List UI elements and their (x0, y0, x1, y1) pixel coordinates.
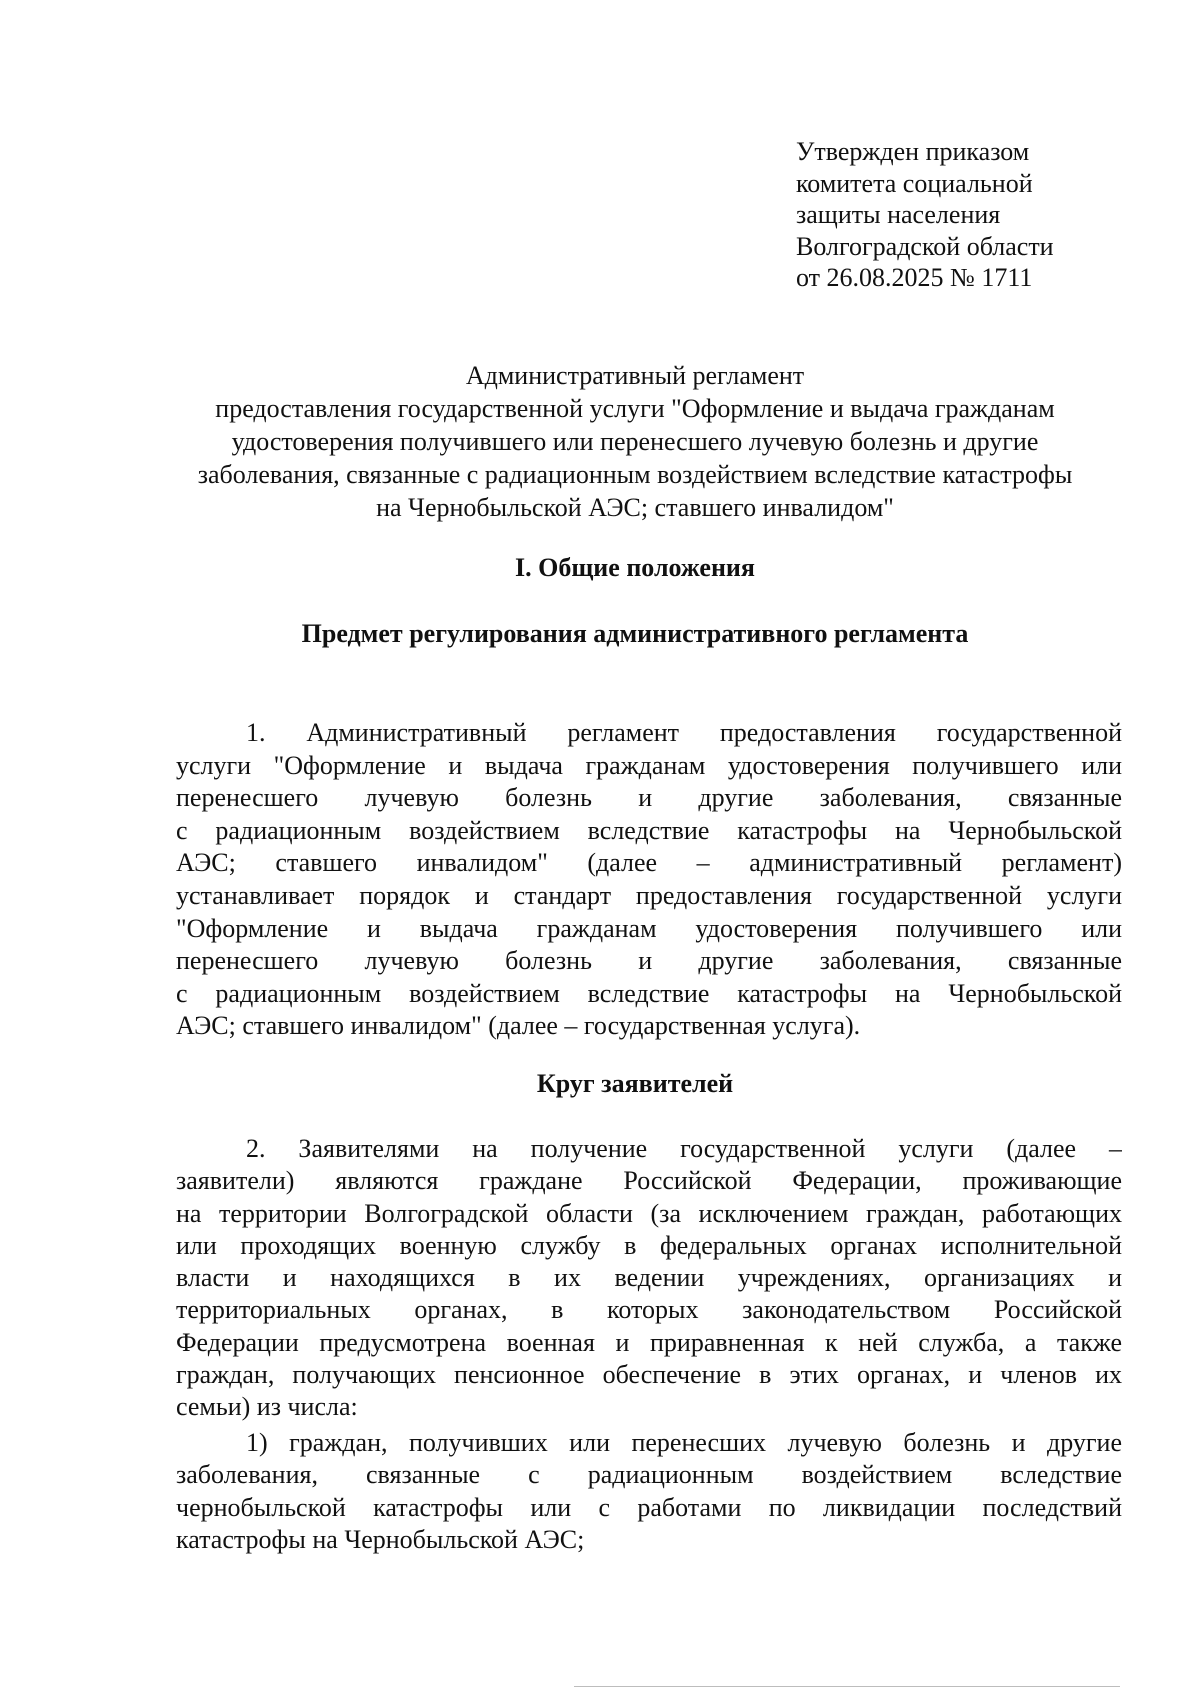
paragraph-line: заболевания, связанные с радиационным воздействием вследствие (176, 1460, 1122, 1490)
paragraph-line: на территории Волгоградской области (за исключением граждан, работающих (176, 1198, 1122, 1228)
document-title (150, 359, 1120, 524)
approval-line: Волгоградской области (796, 231, 1054, 261)
paragraph-line: устанавливает порядок и стандарт предоставления государственной услуги (176, 880, 1122, 910)
title-line: на Чернобыльской АЭС; ставшего инвалидом" (376, 493, 894, 522)
approval-line: защиты населения (796, 200, 1001, 229)
applicants-heading: Круг заявителей (536, 1069, 734, 1098)
paragraph-line: перенесшего лучевую болезнь и другие заболевания, связанные (176, 946, 1122, 976)
paragraph-line: территориальных органах, в которых законодательством Российской (176, 1295, 1122, 1325)
paragraph-line: 1. Административный регламент предоставления государственной (246, 718, 1122, 747)
paragraph-line: граждан, получающих пенсионное обеспечение в этих органах, и членов их (176, 1360, 1122, 1390)
paragraph-line: семьи) из числа: (176, 1392, 358, 1422)
paragraph-line: 1) граждан, получивших или перенесших лучевую болезнь и другие (246, 1428, 1122, 1457)
title-line: заболевания, связанные с радиационным воздействием вследствие катастрофы (197, 460, 1073, 489)
paragraph-line: или проходящих военную службу в федеральных органах исполнительной (176, 1230, 1122, 1260)
paragraph-line: "Оформление и выдача гражданам удостоверения получившего или (176, 913, 1122, 943)
approval-stamp-block (796, 136, 1054, 294)
approval-line: Утвержден приказом (796, 137, 1030, 166)
paragraph-3 (176, 1427, 1122, 1556)
paragraph-line: катастрофы на Чернобыльской АЭС; (176, 1524, 585, 1554)
title-line: удостоверения получившего или перенесшего лучевую болезнь и другие (231, 427, 1039, 456)
paragraph-2 (176, 1133, 1122, 1424)
paragraph-line: Федерации предусмотрена военная и приравненная к ней служба, а также (176, 1327, 1122, 1357)
title-line: Административный регламент (465, 361, 805, 390)
paragraph-line: с радиационным воздействием вследствие катастрофы на Чернобыльской (176, 978, 1122, 1008)
approval-line: от 26.08.2025 № 1711 (796, 263, 1033, 292)
section-heading: I. Общие положения (515, 553, 755, 582)
paragraph-line: перенесшего лучевую болезнь и другие заболевания, связанные (176, 783, 1122, 813)
approval-line: комитета социальной (796, 168, 1033, 198)
paragraph-line: 2. Заявителями на получение государственной услуги (далее – (246, 1134, 1122, 1163)
paragraph-line: заявители) являются граждане Российской Федерации, проживающие (176, 1166, 1122, 1196)
paragraph-line: с радиационным воздействием вследствие катастрофы на Чернобыльской (176, 815, 1122, 845)
paragraph-1 (176, 717, 1122, 1043)
paragraph-line: услуги "Оформление и выдача гражданам удостоверения получившего или (176, 750, 1122, 780)
paragraph-line: АЭС; ставшего инвалидом" (далее – административный регламент) (176, 848, 1122, 878)
paragraph-line: чернобыльской катастрофы или с работами по ликвидации последствий (176, 1492, 1122, 1522)
subject-heading: Предмет регулирования административного регламента (301, 619, 969, 648)
title-line: предоставления государственной услуги "Оформление и выдача гражданам (215, 394, 1055, 423)
paragraph-line: АЭС; ставшего инвалидом" (далее – государственная услуга). (176, 1011, 861, 1041)
footer-divider (574, 1686, 1120, 1687)
paragraph-line: власти и находящихся в их ведении учреждениях, организациях и (176, 1263, 1122, 1293)
